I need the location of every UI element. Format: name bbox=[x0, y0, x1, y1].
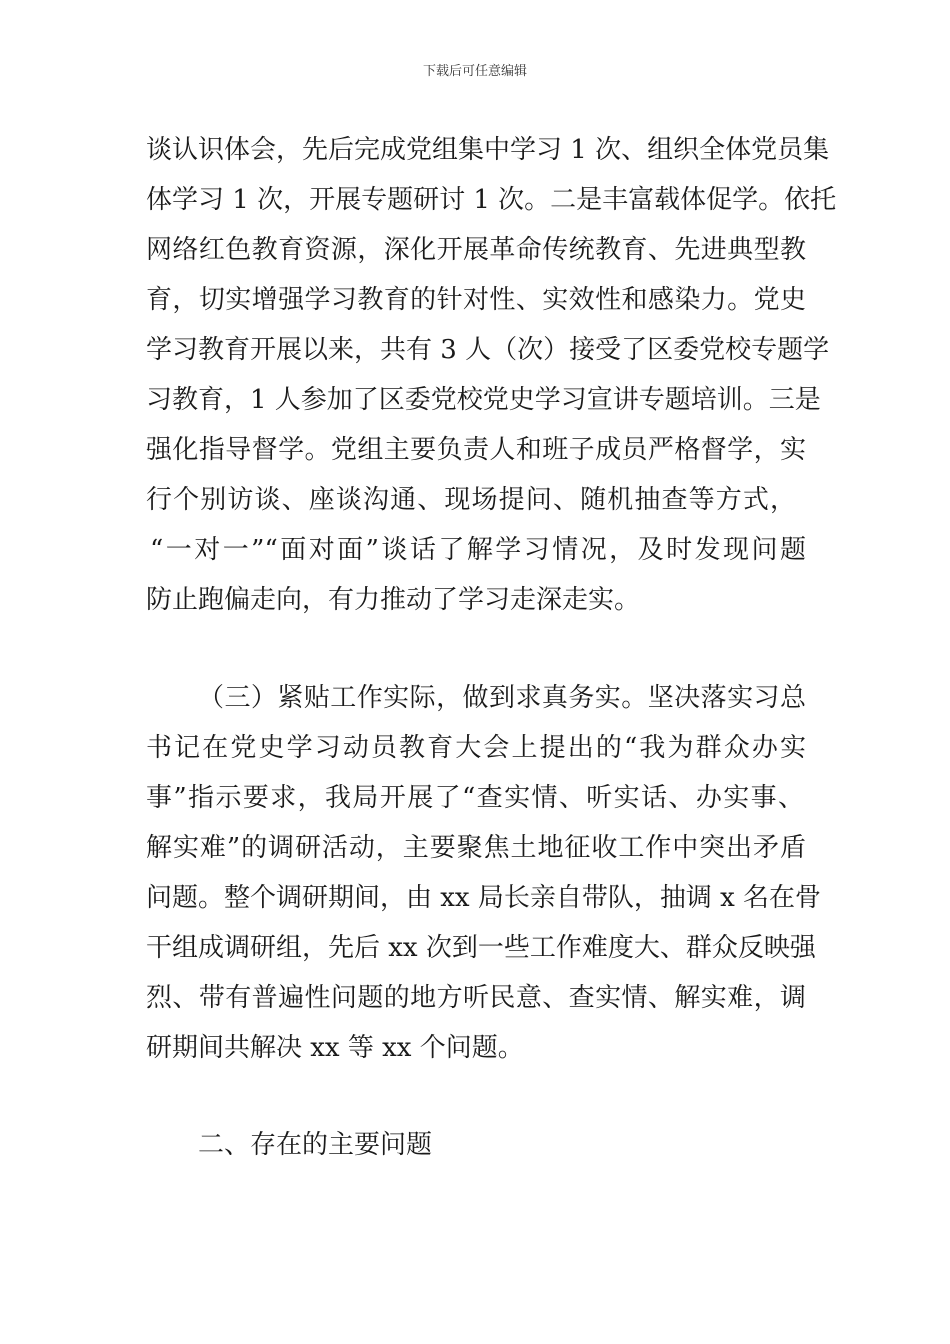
paragraph-2-line-7: 烈、带有普遍性问题的地方听民意、查实情、解实难，调 bbox=[146, 983, 806, 1013]
paragraph-2-line-3: 事”指示要求，我局开展了“查实情、听实话、办实事、 bbox=[146, 783, 804, 813]
paragraph-1-line-9: “一对一”“面对面”谈话了解学习情况，及时发现问题 bbox=[150, 535, 806, 565]
paragraph-1-line-4: 育，切实增强学习教育的针对性、实效性和感染力。党史 bbox=[146, 285, 806, 315]
paragraph-1-line-1: 谈认识体会，先后完成党组集中学习 1 次、组织全体党员集 bbox=[146, 135, 830, 165]
paragraph-1-line-5: 学习教育开展以来，共有 3 人（次）接受了区委党校专题学 bbox=[146, 335, 830, 365]
page-header: 下载后可任意编辑 bbox=[422, 64, 527, 79]
paragraph-2-line-8: 研期间共解决 xx 等 xx 个问题。 bbox=[146, 1033, 524, 1063]
paragraph-1-line-2: 体学习 1 次，开展专题研讨 1 次。二是丰富载体促学。依托 bbox=[146, 185, 837, 215]
paragraph-1-line-10: 防止跑偏走向，有力推动了学习走深走实。 bbox=[146, 585, 641, 615]
paragraph-1-line-3: 网络红色教育资源，深化开展革命传统教育、先进典型教 bbox=[146, 235, 806, 265]
paragraph-1-line-8: 行个别访谈、座谈沟通、现场提问、随机抽查等方式， bbox=[146, 485, 796, 515]
paragraph-2-line-4: 解实难”的调研活动，主要聚焦土地征收工作中突出矛盾 bbox=[146, 833, 806, 863]
paragraph-2-line-1: （三）紧贴工作实际，做到求真务实。坚决落实习总 bbox=[198, 683, 806, 713]
paragraph-2-line-2: 书记在党史学习动员教育大会上提出的“我为群众办实 bbox=[146, 733, 806, 763]
section-heading: 二、存在的主要问题 bbox=[198, 1130, 433, 1160]
paragraph-1-line-7: 强化指导督学。党组主要负责人和班子成员严格督学，实 bbox=[146, 435, 806, 465]
paragraph-2-line-6: 干组成调研组，先后 xx 次到一些工作难度大、群众反映强 bbox=[146, 933, 816, 963]
paragraph-2-line-5: 问题。整个调研期间，由 xx 局长亲自带队，抽调 x 名在骨 bbox=[146, 883, 822, 913]
paragraph-1-line-6: 习教育，1 人参加了区委党校党史学习宣讲专题培训。三是 bbox=[146, 385, 821, 415]
